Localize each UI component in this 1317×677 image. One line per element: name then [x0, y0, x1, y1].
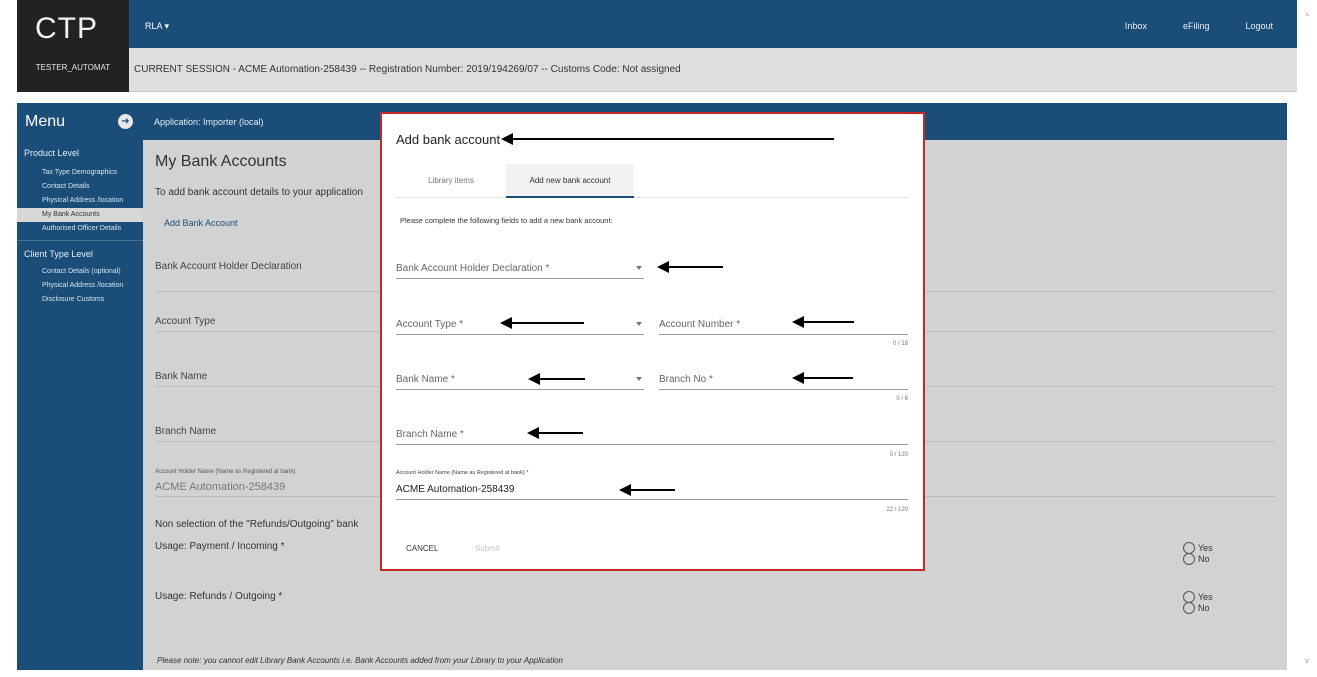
branch-name-input-label: Branch Name * — [396, 429, 464, 440]
modal-intro: Please complete the following fields to add a new bank account: — [400, 216, 613, 225]
bank-name-select-label: Bank Name * — [396, 374, 455, 385]
radio-yes-row — [1183, 542, 1213, 553]
menu-title: Menu — [25, 113, 66, 130]
role-dropdown[interactable] — [145, 21, 169, 32]
annotation-arrow-icon — [803, 321, 854, 323]
logout-link[interactable]: Logout — [1245, 21, 1273, 31]
sidebar-item-disclosure-customs[interactable]: Disclosure Customs — [42, 296, 105, 303]
caret-down-icon: ▾ — [164, 21, 170, 31]
tab-library-items[interactable]: Library items — [428, 176, 474, 185]
top-header-bar — [17, 0, 1297, 48]
annotation-arrow-icon — [539, 378, 585, 380]
holder-declaration-select-label: Bank Account Holder Declaration * — [396, 263, 550, 274]
radio-no-label: No — [1198, 602, 1210, 613]
menu-header — [17, 103, 143, 140]
account-type-select-label: Account Type * — [396, 319, 464, 330]
page-intro: To add bank account details to your application — [155, 187, 363, 198]
usage-payment-radio-group — [1183, 542, 1213, 564]
annotation-arrow-icon — [511, 322, 584, 324]
session-info: CURRENT SESSION - ACME Automation-258439 -- Registration Number: 2019/194269/07 -- Customs Code: Not assigned — [134, 64, 681, 75]
usage-payment-label: Usage: Payment / Incoming * — [155, 541, 285, 552]
holder-name-small-label: Account Holder Name (Name as Registered at bank) — [155, 469, 296, 475]
add-bank-account-link[interactable]: Add Bank Account — [164, 218, 238, 228]
scroll-up-icon[interactable]: ^ — [1305, 12, 1309, 21]
logo-title: CTP — [35, 12, 98, 45]
annotation-arrow-icon — [630, 489, 675, 491]
annotation-arrow-icon — [803, 377, 853, 379]
branch-name-counter: 0 / 120 — [889, 452, 908, 458]
caret-down-icon — [636, 322, 642, 326]
account-number-input[interactable] — [659, 313, 908, 335]
annotation-arrow-icon — [538, 432, 583, 434]
account-number-counter: 0 / 18 — [892, 341, 908, 347]
holder-name-counter: 22 / 120 — [886, 507, 908, 513]
scroll-down-icon[interactable]: v — [1305, 656, 1309, 665]
account-number-input-label: Account Number * — [659, 319, 741, 330]
sidebar-item-client-physical-address[interactable]: Physical Address /location — [42, 282, 124, 289]
holder-name-input-label: Account Holder Name (Name as Registered at bank) * — [396, 470, 529, 476]
non-selection-text: Non selection of the "Refunds/Outgoing" bank — [155, 519, 359, 530]
inbox-link[interactable]: Inbox — [1124, 21, 1147, 31]
client-level-heading: Client Type Level — [24, 249, 93, 259]
modal-tabs — [396, 164, 908, 198]
holder-name-input-value: ACME Automation-258439 — [396, 484, 515, 495]
radio-no-row — [1183, 602, 1213, 613]
holder-name-value: ACME Automation-258439 — [155, 481, 286, 493]
role-dropdown-label: RLA — [145, 21, 163, 31]
caret-down-icon — [636, 266, 642, 270]
account-type-select[interactable] — [396, 313, 644, 335]
branch-name-input[interactable] — [396, 423, 908, 445]
usage-refunds-label: Usage: Refunds / Outgoing * — [155, 591, 283, 602]
sidebar-item-contact-details[interactable]: Contact Details — [42, 183, 90, 190]
logged-in-user: TESTER_AUTOMAT — [35, 63, 111, 72]
menu-toggle-icon[interactable]: ➜ — [118, 114, 133, 129]
add-bank-account-modal — [380, 112, 925, 571]
radio-no[interactable] — [1183, 553, 1195, 565]
session-bar — [129, 48, 1297, 92]
radio-yes-label: Yes — [1198, 542, 1213, 553]
page-title: My Bank Accounts — [155, 153, 287, 170]
radio-no[interactable] — [1183, 602, 1195, 614]
sidebar-item-physical-address[interactable]: Physical Address /location — [42, 197, 124, 204]
cancel-button[interactable]: CANCEL — [406, 544, 439, 553]
account-type-label: Account Type — [155, 316, 216, 327]
ctp-logo — [17, 0, 129, 92]
caret-down-icon — [636, 377, 642, 381]
radio-no-label: No — [1198, 553, 1210, 564]
bank-name-label: Bank Name — [155, 371, 208, 382]
modal-title: Add bank account — [396, 132, 501, 147]
holder-declaration-select[interactable] — [396, 257, 644, 279]
sidebar-item-tax-type[interactable]: Tax Type Demographics — [42, 169, 117, 176]
annotation-arrow-icon — [512, 138, 834, 140]
branch-no-counter: 0 / 6 — [896, 396, 908, 402]
radio-yes-row — [1183, 591, 1213, 602]
radio-yes[interactable] — [1183, 591, 1195, 603]
radio-no-row — [1183, 553, 1213, 564]
branch-no-input-label: Branch No * — [659, 374, 713, 385]
product-level-heading: Product Level — [24, 148, 80, 158]
tab-add-new-bank-account[interactable]: Add new bank account — [506, 164, 634, 198]
efiling-link[interactable]: eFiling — [1182, 21, 1210, 31]
holder-declaration-label: Bank Account Holder Declaration — [155, 261, 302, 272]
branch-name-label: Branch Name — [155, 426, 217, 437]
sidebar-item-client-contact[interactable]: Contact Details (optional) — [42, 268, 121, 275]
bank-name-select[interactable] — [396, 368, 644, 390]
radio-yes[interactable] — [1183, 542, 1195, 554]
sidebar — [17, 140, 143, 670]
usage-refunds-radio-group — [1183, 591, 1213, 613]
branch-no-input[interactable] — [659, 368, 908, 390]
sidebar-item-authorised-officer[interactable]: Authorised Officer Details — [42, 225, 122, 232]
library-note: Please note: you cannot edit Library Bank Accounts i.e. Bank Accounts added from your Library to your Application — [157, 656, 564, 665]
application-type: Application: Importer (local) — [154, 117, 264, 127]
submit-button[interactable]: Submit — [475, 544, 500, 553]
sidebar-item-my-bank-accounts[interactable]: My Bank Accounts — [17, 208, 143, 222]
radio-yes-label: Yes — [1198, 591, 1213, 602]
top-links — [1125, 21, 1273, 31]
annotation-arrow-icon — [668, 266, 723, 268]
